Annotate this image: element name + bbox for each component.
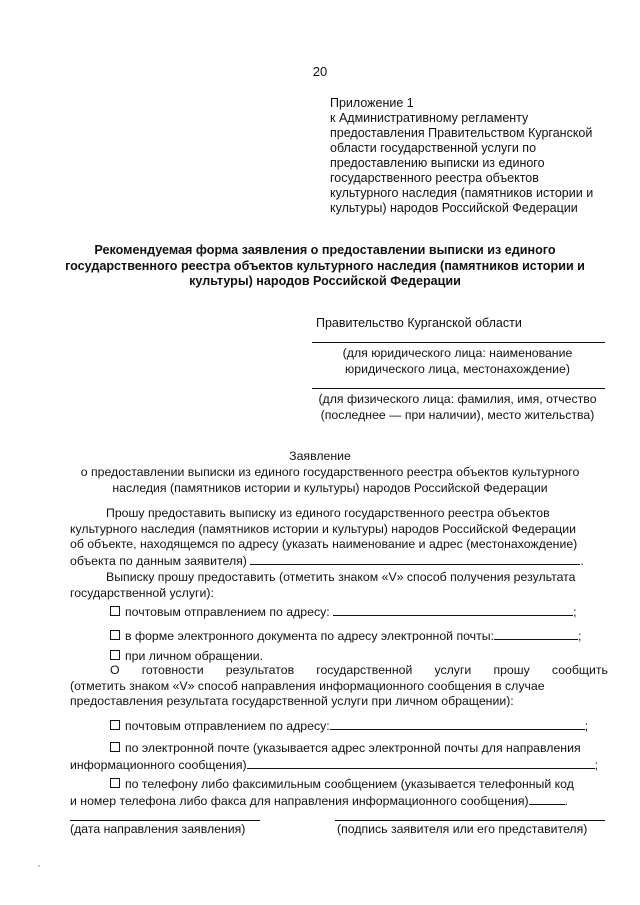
signature-line[interactable] xyxy=(335,820,605,821)
statement-subtitle xyxy=(70,465,590,496)
email-address-field[interactable] xyxy=(494,628,578,640)
checkbox-icon[interactable] xyxy=(110,778,120,788)
appendix-line: предоставления Правительством Курганской xyxy=(330,126,593,140)
checkbox-icon[interactable] xyxy=(110,630,120,640)
text-line: об объекте, находящемся по адресу (указать наименование и адрес (местонахождение) xyxy=(70,537,578,551)
addressee-legal-line[interactable] xyxy=(312,342,605,343)
appendix-line: культурного наследия (памятников истории и xyxy=(330,186,594,200)
appendix-line: предоставлению выписки из единого xyxy=(330,156,545,170)
word: О xyxy=(110,663,120,677)
checkbox-icon[interactable] xyxy=(110,606,120,616)
word: прошу xyxy=(493,663,530,677)
option-label: почтовым отправлением по адресу: xyxy=(125,605,330,619)
text-line: (отметить знаком «V» способ направления информационного сообщения в случае xyxy=(70,678,545,693)
addressee-legal-hint xyxy=(310,346,605,377)
date-line[interactable] xyxy=(70,820,260,821)
word: сообщить xyxy=(551,663,608,677)
text-line: государственной услуги): xyxy=(70,585,214,600)
notify-post-address-field[interactable] xyxy=(330,718,585,730)
appendix-line: государственного реестра объектов xyxy=(330,171,539,185)
notify-phone xyxy=(70,777,608,809)
receipt-method-paragraph xyxy=(70,570,608,601)
signature-label: (подпись заявителя или его представителя) xyxy=(337,822,588,836)
post-address-field[interactable] xyxy=(333,604,573,616)
appendix-line: культуры) народов Российской Федерации xyxy=(330,201,578,215)
text-line: Выписку прошу предоставить (отметить знаком «V» способ получения результата xyxy=(106,570,576,584)
addressee-physical-line[interactable] xyxy=(312,388,605,389)
page-number: 20 xyxy=(312,64,328,79)
notification-paragraph xyxy=(70,663,608,710)
text-line: объекта по данным заявителя) xyxy=(70,553,247,568)
justified-line xyxy=(70,663,608,679)
subtitle-line: наследия (памятников истории и культуры) народов Российской Федерации xyxy=(112,480,548,495)
statement-title: Заявление xyxy=(289,449,351,463)
hint-line: (последнее — при наличии), место жительства) xyxy=(320,407,595,422)
hint-line: (для юридического лица: наименование xyxy=(342,346,573,360)
option-label: информационного сообщения) xyxy=(70,757,247,772)
hint-line: юридического лица, местонахождение) xyxy=(345,361,570,376)
option-label: по телефону либо факсимильным сообщением (указывается телефонный код xyxy=(125,777,574,791)
option-email xyxy=(110,628,581,645)
punct: . xyxy=(564,793,569,808)
checkbox-icon[interactable] xyxy=(110,742,120,752)
punct: ; xyxy=(573,605,577,619)
punct: ; xyxy=(594,757,599,772)
form-title-line: культуры) народов Российской Федерации xyxy=(189,274,461,288)
form-title-line: государственного реестра объектов культурного наследия (памятников истории и xyxy=(65,258,585,273)
object-address-field[interactable] xyxy=(250,553,580,565)
text-line: предоставления результата государственной услуги при личном обращении): xyxy=(70,694,514,708)
date-label: (дата направления заявления) xyxy=(70,822,246,836)
option-label: и номер телефона либо факса для направления информационного сообщения) xyxy=(70,793,529,808)
appendix-line: области государственной услуги по xyxy=(330,141,537,155)
word: услуги xyxy=(434,663,472,677)
notify-phone-field[interactable] xyxy=(529,793,565,805)
appendix-block xyxy=(330,96,610,216)
notify-email xyxy=(70,741,608,773)
addressee-physical-hint xyxy=(310,392,605,423)
word: государственной xyxy=(316,663,413,677)
appendix-line: к Административному регламенту xyxy=(330,111,529,125)
notify-post xyxy=(110,718,588,735)
word: готовности xyxy=(141,663,204,677)
option-label: при личном обращении. xyxy=(125,649,264,663)
punct: ; xyxy=(584,719,589,733)
checkbox-icon[interactable] xyxy=(110,720,120,730)
word: результатов xyxy=(225,663,295,677)
appendix-title: Приложение 1 xyxy=(330,96,414,110)
text-line: культурного наследия (памятников истории и культуры) народов Российской Федерации xyxy=(70,521,577,536)
form-title xyxy=(60,243,590,290)
option-label: в форме электронного документа по адресу электронной почты: xyxy=(125,629,494,643)
notify-email-field[interactable] xyxy=(247,757,595,769)
option-label: по электронной почте (указывается адрес электронной почты для направления xyxy=(125,741,581,755)
request-paragraph xyxy=(70,506,608,569)
addressee-name: Правительство Курганской области xyxy=(316,316,522,330)
scan-speck xyxy=(38,865,40,867)
form-title-line: Рекомендуемая форма заявления о предоставлении выписки из единого xyxy=(94,243,556,257)
option-post xyxy=(110,604,577,621)
punct: ; xyxy=(577,629,582,643)
checkbox-icon[interactable] xyxy=(110,650,120,660)
text-line: Прошу предоставить выписку из единого государственного реестра объектов xyxy=(106,506,550,520)
punct: . xyxy=(580,553,584,568)
option-label: почтовым отправлением по адресу: xyxy=(125,719,330,733)
hint-line: (для физического лица: фамилия, имя, отчество xyxy=(318,392,597,406)
subtitle-line: о предоставлении выписки из единого государственного реестра объектов культурного xyxy=(80,465,580,479)
